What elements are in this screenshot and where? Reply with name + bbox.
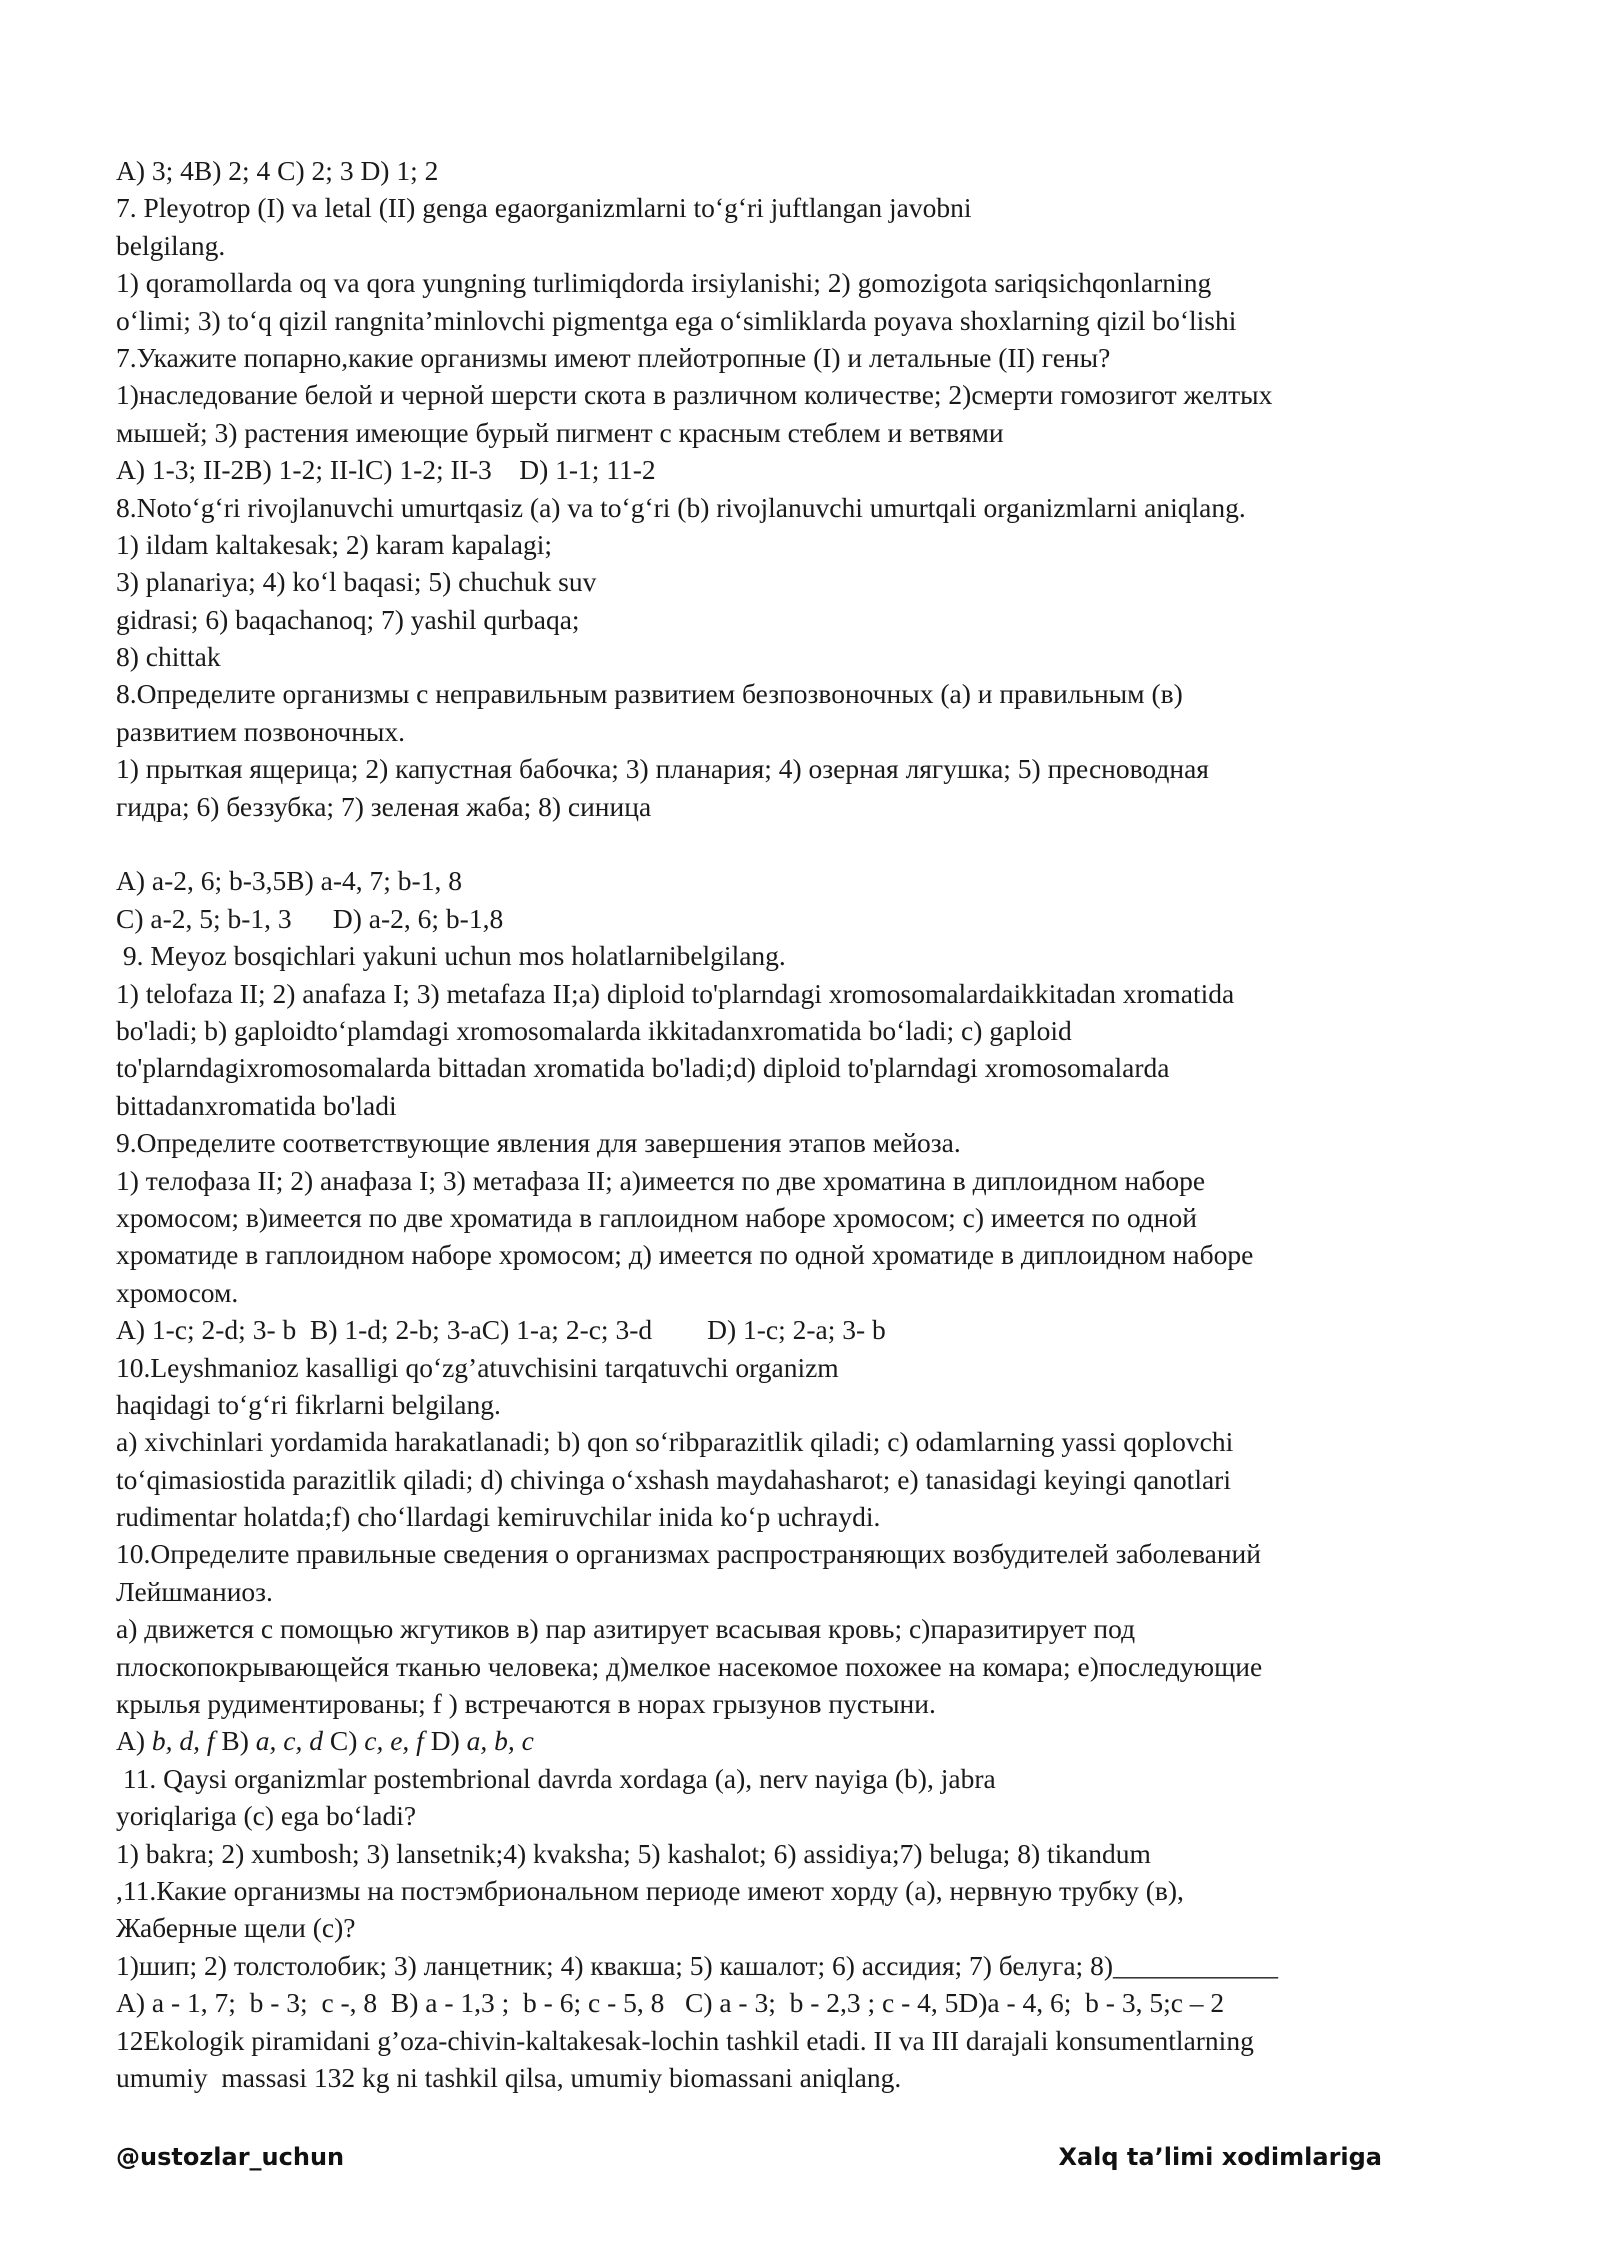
text-line: Лейшманиоз. bbox=[116, 1575, 273, 1607]
answer-a-label: A) bbox=[116, 1725, 152, 1757]
text-line: 12Ekologik piramidani g’oza-chivin-kaltakesak-lochin tashkil etadi. II va III darajali konsumentlarning bbox=[116, 2024, 1254, 2056]
text-line: крылья рудиментированы; f ) встречаются в норах грызунов пустыни. bbox=[116, 1688, 936, 1720]
text-line: to‘qimasiostida parazitlik qiladi; d) chivinga o‘xshash maydahasharot; e) tanasidagi keyingi qanotlari bbox=[116, 1463, 1231, 1495]
text-line: 1)шип; 2) толстолобик; 3) ланцетник; 4) квакша; 5) кашалот; 6) ассидия; 7) белуга; 8)____________ bbox=[116, 1949, 1278, 1981]
text-line: 1) прыткая ящерица; 2) капустная бабочка; 3) планария; 4) озерная лягушка; 5) пресноводная bbox=[116, 753, 1209, 785]
answer-d-label: D) bbox=[423, 1725, 467, 1757]
text-line: а) движется с помощью жгутиков в) пар азитирует всасывая кровь; с)паразитирует под bbox=[116, 1613, 1136, 1645]
text-line: umumiy massasi 132 kg ni tashkil qilsa, umumiy biomassani aniqlang. bbox=[116, 2061, 902, 2093]
text-line: 3) planariya; 4) ko‘l baqasi; 5) chuchuk suv bbox=[116, 566, 597, 598]
text-line: yoriqlariga (c) ega bo‘ladi? bbox=[116, 1800, 417, 1832]
text-line: 1) bakra; 2) xumbosh; 3) lansetnik;4) kvaksha; 5) kashalot; 6) assidiya;7) beluga; 8) tikandum bbox=[116, 1837, 1151, 1869]
text-line: 8) chittak bbox=[116, 641, 221, 673]
text-line: A) a-2, 6; b-3,5B) a-4, 7; b-1, 8 bbox=[116, 865, 462, 897]
text-line: haqidagi to‘g‘ri fikrlarni belgilang. bbox=[116, 1388, 501, 1420]
blank-line bbox=[116, 825, 1536, 862]
answer-d-value: a, b, c bbox=[466, 1725, 534, 1757]
text-line: хромосом; в)имеется по две хроматида в гаплоидном наборе хромосом; с) имеется по одной bbox=[116, 1201, 1197, 1233]
text-line: to'plarndagixromosomalarda bittadan xromatida bo'ladi;d) diploid to'plarndagi xromosomalarda bbox=[116, 1052, 1170, 1084]
text-line: 1) telofaza II; 2) anafaza I; 3) metafaza II;a) diploid to'plarndagi xromosomalardaikkitadan xromatida bbox=[116, 977, 1235, 1009]
text-line: o‘limi; 3) to‘q qizil rangnita’minlovchi pigmentga ega o‘simliklarda poyava shoxlarning qizil bo‘lishi bbox=[116, 304, 1237, 336]
text-line: bittadanxromatida bo'ladi bbox=[116, 1089, 397, 1121]
text-line: 8.Noto‘g‘ri rivojlanuvchi umurtqasiz (a) va to‘g‘ri (b) rivojlanuvchi umurtqali organizmlarni aniqlang. bbox=[116, 491, 1246, 523]
text-line: 1) qoramollarda oq va qora yungning turlimiqdorda irsiylanishi; 2) gomozigota sariqsichqonlarning bbox=[116, 267, 1212, 299]
text-line: gidrasi; 6) baqachanoq; 7) yashil qurbaqa; bbox=[116, 603, 580, 635]
text-line: гидра; 6) беззубка; 7) зеленая жаба; 8) синица bbox=[116, 790, 652, 822]
text-line: Жаберные щели (с)? bbox=[116, 1912, 356, 1944]
text-line: 10.Leyshmanioz kasalligi qo‘zg’atuvchisini tarqatuvchi organizm bbox=[116, 1351, 839, 1383]
answer-b-value: a, c, d bbox=[255, 1725, 324, 1757]
text-line: 11. Qaysi organizmlar postembrional davrda xordaga (a), nerv nayiga (b), jabra bbox=[116, 1762, 996, 1794]
text-line: 9. Meyoz bosqichlari yakuni uchun mos holatlarnibelgilang. bbox=[116, 940, 786, 972]
text-line: хроматиде в гаплоидном наборе хромосом; д) имеется по одной хроматиде в диплоидном наборе bbox=[116, 1239, 1254, 1271]
text-line: A) a - 1, 7; b - 3; c -, 8 B) a - 1,3 ; b - 6; c - 5, 8 C) a - 3; b - 2,3 ; c - 4, 5D)a - 4, 6; b - 3, 5;c – 2 bbox=[116, 1987, 1225, 2019]
text-line: C) a-2, 5; b-1, 3 D) a-2, 6; b-1,8 bbox=[116, 902, 504, 934]
answer-c-value: c, e, f bbox=[364, 1725, 424, 1757]
text-line: A) 1-3; II-2B) 1-2; II-lC) 1-2; II-3 D) 1-1; 11-2 bbox=[116, 454, 656, 486]
text-line: хромосом. bbox=[116, 1276, 239, 1308]
answer-line bbox=[116, 1722, 1536, 1759]
text-line: 1)наследование белой и черной шерсти скота в различном количестве; 2)смерти гомозигот желтых bbox=[116, 379, 1273, 411]
text-line: плоскопокрывающейся тканью человека; д)мелкое насекомое похожее на комара; е)последующие bbox=[116, 1650, 1263, 1682]
text-line: мышей; 3) растения имеющие бурый пигмент с красным стеблем и ветвями bbox=[116, 416, 1004, 448]
text-line: развитием позвоночных. bbox=[116, 715, 406, 747]
text-line: rudimentar holatda;f) cho‘llardagi kemiruvchilar inida ko‘p uchraydi. bbox=[116, 1501, 881, 1533]
text-line: 9.Определите соответствующие явления для завершения этапов мейоза. bbox=[116, 1127, 961, 1159]
text-line: 7. Pleyotrop (I) va letal (II) genga egaorganizmlarni to‘g‘ri juftlangan javobni bbox=[116, 192, 972, 224]
text-line: 10.Определите правильные сведения о организмах распространяющих возбудителей заболеваний bbox=[116, 1538, 1261, 1570]
text-line: bo'ladi; b) gaploidto‘plamdagi xromosomalarda ikkitadanxromatida bo‘ladi; c) gaploid bbox=[116, 1014, 1072, 1046]
answer-b-label: B) bbox=[214, 1725, 256, 1757]
text-line: A) 1-c; 2-d; 3- b B) 1-d; 2-b; 3-aC) 1-a; 2-c; 3-d D) 1-c; 2-a; 3- b bbox=[116, 1314, 886, 1346]
text-line: 8.Определите организмы с неправильным развитием безпозвоночных (а) и правильным (в) bbox=[116, 678, 1183, 710]
text-line: 1) телофаза II; 2) анафаза I; 3) метафаза II; а)имеется по две хроматина в диплоидном наборе bbox=[116, 1164, 1206, 1196]
text-line: 7.Укажите попарно,какие организмы имеют плейотропные (I) и летальные (II) гены? bbox=[116, 341, 1111, 373]
text-line: a) xivchinlari yordamida harakatlanadi; b) qon so‘ribparazitlik qiladi; c) odamlarning yassi qoplovchi bbox=[116, 1426, 1234, 1458]
text-line: belgilang. bbox=[116, 229, 226, 261]
text-line: ,11.Какие организмы на постэмбриональном периоде имеют хорду (а), нервную трубку (в), bbox=[116, 1874, 1184, 1906]
footer-caption: Xalq ta’limi xodimlariga bbox=[1058, 2143, 1382, 2171]
text-line: A) 3; 4B) 2; 4 C) 2; 3 D) 1; 2 bbox=[116, 155, 439, 186]
text-line: 1) ildam kaltakesak; 2) karam kapalagi; bbox=[116, 528, 553, 560]
answer-c-label: C) bbox=[323, 1725, 365, 1757]
footer-handle: @ustozlar_uchun bbox=[116, 2143, 345, 2171]
answer-a-value: b, d, f bbox=[151, 1725, 215, 1757]
document-body bbox=[116, 152, 1536, 2096]
